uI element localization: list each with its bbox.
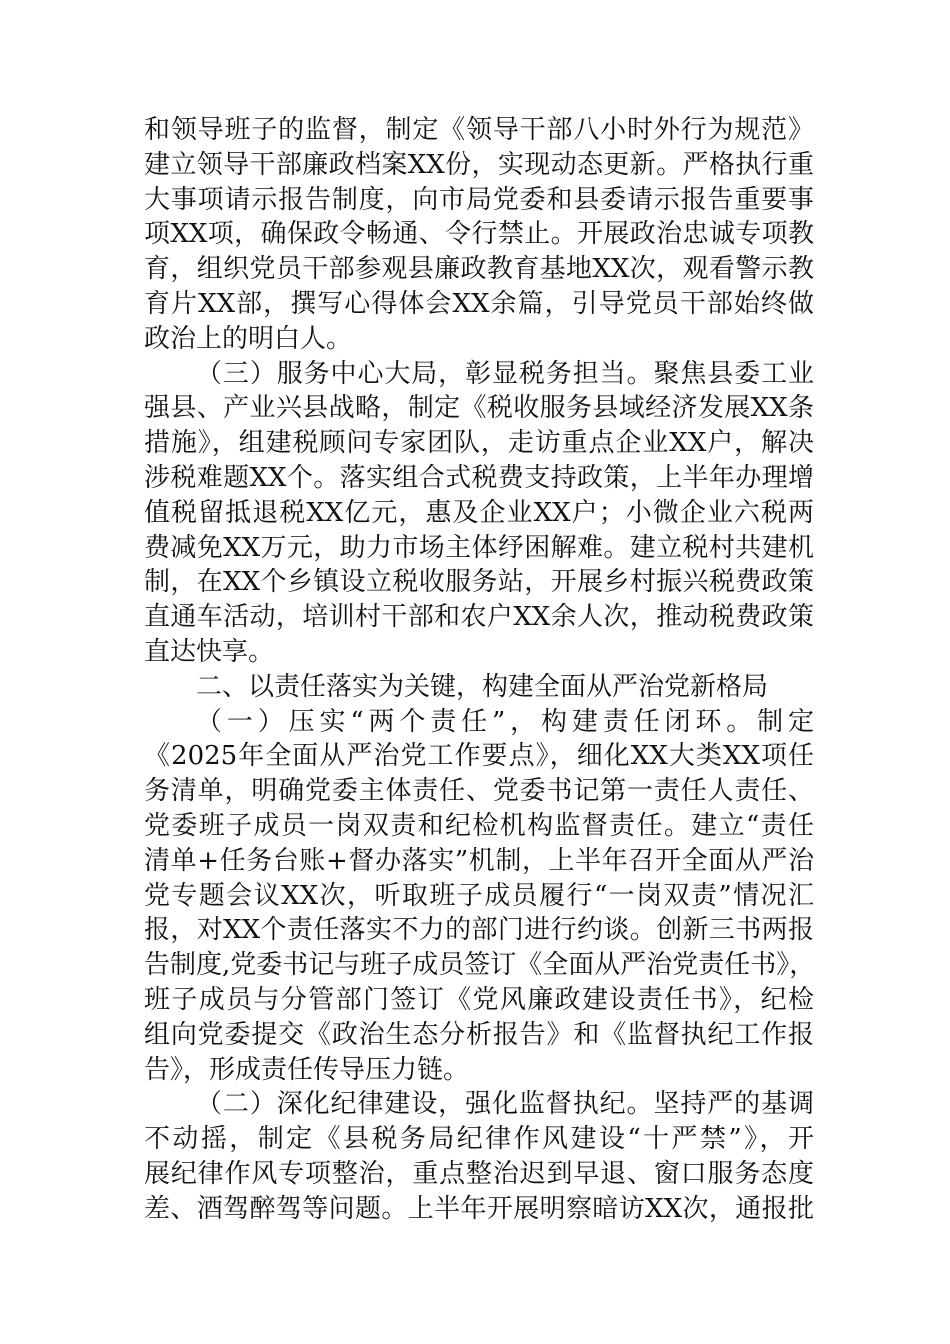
text-line: 差、酒驾醉驾等问题。上半年开展明察暗访XX次，通报批: [144, 1193, 814, 1224]
text-line: 和领导班子的监督，制定《领导干部八小时外行为规范》: [144, 115, 814, 145]
document-body: [144, 113, 814, 1227]
text-line: 涉税难题XX个。落实组合式税费支持政策，上半年办理增: [144, 462, 814, 493]
text-line: 党专题会议XX次，听取班子成员履行“一岗双责”情况汇: [144, 880, 814, 911]
text-line: 政治上的明白人。: [144, 323, 353, 354]
text-line: 组向党委提交《政治生态分析报告》和《监督执纪工作报: [144, 1019, 814, 1050]
subsection-heading-2: （二）深化纪律建设，强化监督执纪。坚持严的基调: [196, 1089, 814, 1120]
text-line: 展纪律作风专项整治，重点整治迟到早退、窗口服务态度: [144, 1158, 814, 1189]
text-line: 清单+任务台账+督办落实”机制，上半年召开全面从严治: [144, 845, 814, 876]
text-line: 《2025年全面从严治党工作要点》，细化XX大类XX项任: [144, 741, 814, 772]
section-heading-2: 二、以责任落实为关键，构建全面从严治党新格局: [196, 671, 769, 702]
text-line: 建立领导干部廉政档案XX份，实现动态更新。严格执行重: [144, 149, 814, 180]
text-line: 育片XX部，撰写心得体会XX余篇，引导党员干部始终做: [144, 288, 814, 319]
subsection-heading-1: （一）压实“两个责任”，构建责任闭环。制定: [196, 706, 814, 737]
text-line: 育，组织党员干部参观县廉政教育基地XX次，观看警示教: [144, 254, 814, 285]
text-line: 项XX项，确保政令畅通、令行禁止。开展政治忠诚专项教: [144, 219, 814, 250]
text-line: 班子成员与分管部门签订《党风廉政建设责任书》，纪检: [144, 984, 814, 1015]
text-line: 值税留抵退税XX亿元，惠及企业XX户；小微企业六税两: [144, 497, 814, 528]
text-line: 直达快享。: [144, 636, 275, 667]
text-line: 报，对XX个责任落实不力的部门进行约谈。创新三书两报: [144, 915, 814, 946]
text-line: 大事项请示报告制度，向市局党委和县委请示报告重要事: [144, 184, 814, 215]
text-line: 务清单，明确党委主体责任、党委书记第一责任人责任、: [144, 776, 814, 807]
text-line: 费减免XX万元，助力市场主体纾困解难。建立税村共建机: [144, 532, 814, 563]
text-line: 不动摇，制定《县税务局纪律作风建设“十严禁”》，开: [144, 1124, 814, 1155]
text-line: 措施》，组建税顾问专家团队，走访重点企业XX户，解决: [144, 428, 814, 459]
text-line: 告制度,党委书记与班子成员签订《全面从严治党责任书》，: [144, 950, 816, 981]
text-line: 强县、产业兴县战略，制定《税收服务县域经济发展XX条: [144, 393, 814, 424]
section-heading-3: （三）服务中心大局，彰显税务担当。聚焦县委工业: [196, 358, 814, 389]
text-line: 直通车活动，培训村干部和农户XX余人次，推动税费政策: [144, 602, 814, 633]
text-line: 党委班子成员一岗双责和纪检机构监督责任。建立“责任: [144, 810, 814, 841]
text-line: 告》，形成责任传导压力链。: [144, 1054, 470, 1085]
text-line: 制，在XX个乡镇设立税收服务站，开展乡村振兴税费政策: [144, 567, 814, 598]
